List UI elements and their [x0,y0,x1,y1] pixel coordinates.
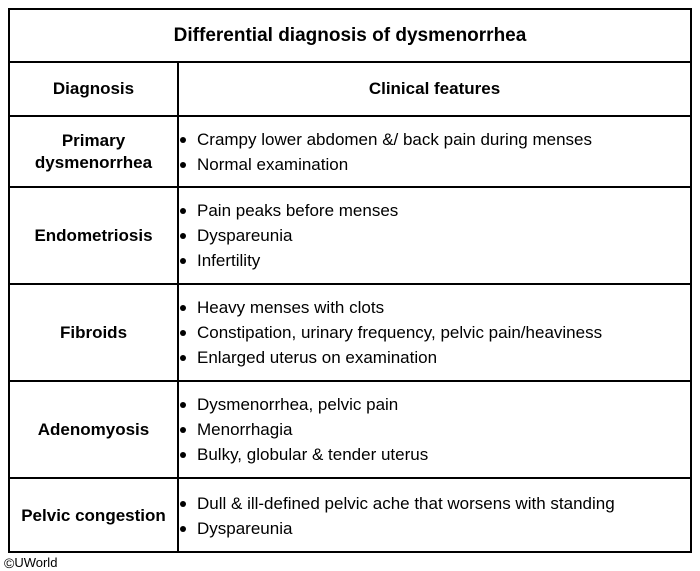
differential-diagnosis-table-frame [8,8,692,553]
feature-list-item: Enlarged uterus on examination [179,345,690,370]
feature-list-item: Normal examination [179,152,690,177]
column-header-clinical-features: Clinical features [178,63,690,116]
feature-list [179,127,690,177]
table-row [10,381,690,478]
table-row [10,116,690,187]
copyright-text: UWorld [14,555,58,570]
feature-list-item: Heavy menses with clots [179,295,690,320]
feature-list-item: Bulky, globular & tender uterus [179,442,690,467]
feature-list [179,198,690,273]
clinical-features-cell [178,284,690,381]
table-row [10,187,690,284]
copyright-icon: © [4,555,15,571]
clinical-features-cell [178,478,690,552]
feature-list-item: Constipation, urinary frequency, pelvic pain/heaviness [179,320,690,345]
diagnosis-cell: Fibroids [10,284,178,381]
diagnosis-cell: Adenomyosis [10,381,178,478]
clinical-features-cell [178,187,690,284]
table-row [10,284,690,381]
diagnosis-cell: Endometriosis [10,187,178,284]
feature-list-item: Crampy lower abdomen &/ back pain during menses [179,127,690,152]
feature-list [179,491,690,541]
diagnosis-cell: Primary dysmenorrhea [10,116,178,187]
feature-list-item: Infertility [179,248,690,273]
differential-diagnosis-table [10,63,690,552]
feature-list-item: Dysmenorrhea, pelvic pain [179,392,690,417]
feature-list-item: Pain peaks before menses [179,198,690,223]
table-row [10,478,690,552]
diagnosis-cell: Pelvic congestion [10,478,178,552]
table-title: Differential diagnosis of dysmenorrhea [10,10,690,63]
feature-list-item: Dyspareunia [179,223,690,248]
clinical-features-cell [178,116,690,187]
feature-list-item: Dyspareunia [179,516,690,541]
feature-list [179,295,690,370]
copyright-notice [4,555,57,571]
clinical-features-cell [178,381,690,478]
column-header-diagnosis: Diagnosis [10,63,178,116]
feature-list-item: Menorrhagia [179,417,690,442]
feature-list [179,392,690,467]
feature-list-item: Dull & ill-defined pelvic ache that worsens with standing [179,491,690,516]
header-row [10,63,690,116]
